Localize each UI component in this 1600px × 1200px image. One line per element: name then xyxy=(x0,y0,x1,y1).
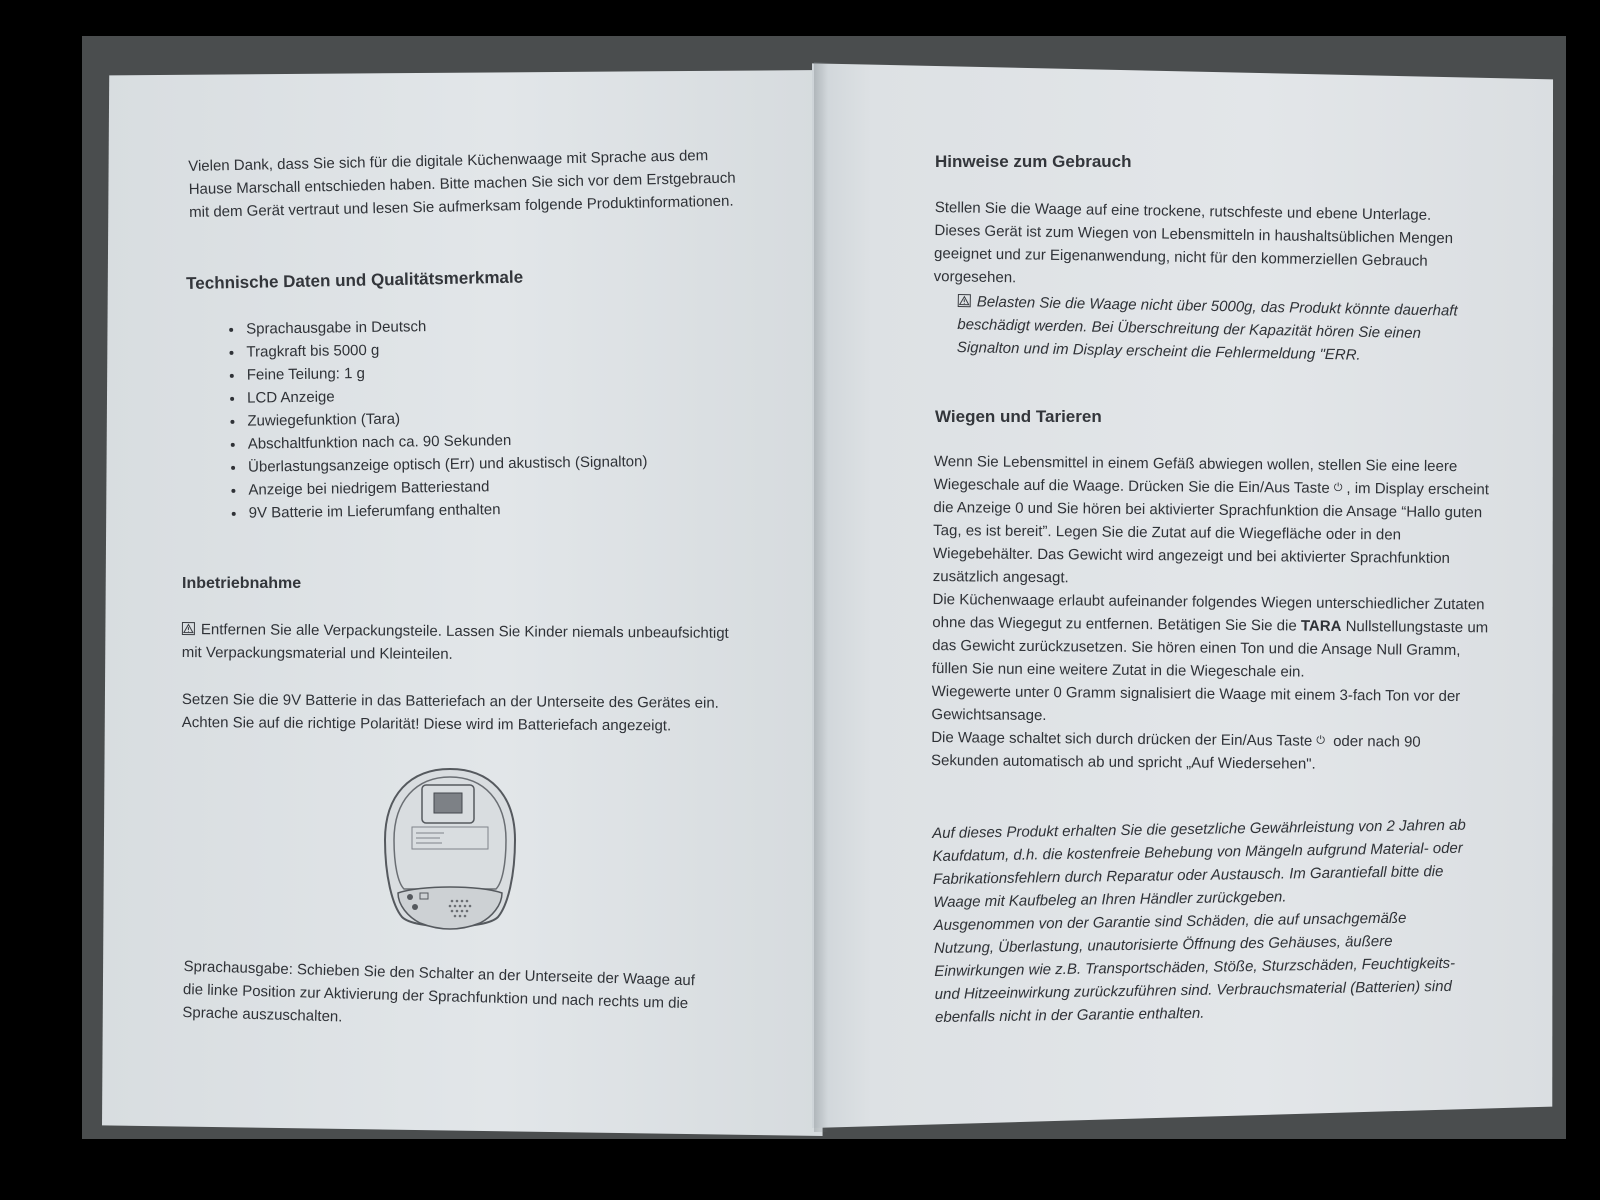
weighing-text-block xyxy=(931,726,1487,777)
weighing-text: Die Waage schaltet sich durch drücken der Ein/Aus Taste xyxy=(931,728,1313,750)
spec-item: • Sprachausgabe in Deutsch xyxy=(244,311,704,340)
spec-item: • Feine Teilung: 1 g xyxy=(245,357,705,386)
scale-bottom-illustration xyxy=(380,765,520,935)
usage-paragraph: Stellen Sie die Waage auf eine trockene, rutschfeste und ebene Unterlage. Dieses Gerät ist zum Wiegen von Lebensmitteln in haushaltsüblichen Mengen geeignet und zur Eigenanwendung, nicht für den kommerziellen Gebrauch vorgesehen. xyxy=(933,198,1454,287)
weighing-text: Die Küchenwaage erlaubt aufeinander folgendes Wiegen unterschiedlicher Zutaten ohne das Wiegegut zu entfernen. Betätigen Sie Sie die xyxy=(932,590,1485,635)
intro-paragraph: Vielen Dank, dass Sie sich für die digitale Küchenwaage mit Sprache aus dem Hause Marschall entschieden haben. Bitte machen Sie sich vor dem Erstgebrauch mit dem Gerät vertraut und lesen Sie aufmerksam folgende Produktinformationen. xyxy=(188,147,736,221)
spec-item: • LCD Anzeige xyxy=(245,380,705,409)
tech-specs-heading: Technische Daten und Qualitätsmerkmale xyxy=(186,267,524,293)
warning-triangle-icon xyxy=(182,622,195,635)
weighing-text: Wenn Sie Lebensmittel in einem Gefäß abwiegen wollen, stellen Sie eine leere Wiegeschale auf die Waage. Drücken Sie die Ein/Aus Taste xyxy=(933,452,1458,497)
spec-list xyxy=(222,311,707,525)
weighing-text: , im Display erscheint die Anzeige 0 und Sie hören bei aktivierter Sprachfunktion die Ansage “Hallo guten Tag, es ist bereit”. Legen Sie die Zutat auf die Wiegefläche oder in den Wiegebehälter. Das Gewicht wird angezeigt und bei aktivierter Sprachfunktion zusätzlich angesagt. xyxy=(932,479,1490,587)
setup-heading: Inbetriebnahme xyxy=(182,575,302,592)
book-spine-shadow xyxy=(814,62,828,1132)
weighing-instructions xyxy=(931,450,1490,777)
usage-warning-text: Belasten Sie die Waage nicht über 5000g, das Produkt könnte dauerhaft beschädigt werden. Bei Überschreitung der Kapazität hören Sie einen Signalton und im Display erscheint die Fehlermeldung "ERR. xyxy=(956,293,1458,364)
weighing-text-block xyxy=(932,588,1489,685)
spec-item: • Überlastungsanzeige optisch (Err) und akustisch (Signalton) xyxy=(246,449,706,478)
weighing-text: Nullstellungstaste um das Gewicht zurückzusetzen. Sie hören einen Ton und die Ansage Null Gramm, füllen Sie nun eine weitere Zutat in die Wiegeschale ein. xyxy=(931,617,1489,681)
weighing-text: Wiegewerte unter 0 Gramm signalisiert die Waage mit einem 3-fach Ton vor der Gewichtsansage. xyxy=(931,682,1461,725)
tara-keyword: TARA xyxy=(1300,617,1342,635)
weighing-text: oder nach 90 Sekunden automatisch ab und spricht „Auf Wiedersehen". xyxy=(930,732,1421,773)
usage-warning xyxy=(957,290,1468,369)
speech-output-paragraph: Sprachausgabe: Schieben Sie den Schalter an der Unterseite der Waage auf die linke Position zur Aktivierung der Sprachfunktion und nach rechts um die Sprache auszuschalten. xyxy=(182,957,696,1026)
warranty-text: Auf dieses Produkt erhalten Sie die gesetzliche Gewährleistung von 2 Jahren ab Kaufdatum, d.h. die kostenfreie Behebung von Mängeln aufgrund Material- oder Fabrikationsfehlern durch Reparatur oder Austausch. Im Garantiefall bitte die Waage mit Kaufbeleg an Ihren Händler zurückgeben. xyxy=(932,816,1466,911)
power-button-icon: ⏻ xyxy=(1333,481,1343,494)
spec-item: • 9V Batterie im Lieferumfang enthalten xyxy=(247,495,707,524)
setup-warning-text: Entfernen Sie alle Verpackungsteile. Lassen Sie Kinder niemals unbeaufsichtigt mit Verpackungsmaterial und Kleinteilen. xyxy=(181,621,729,663)
setup-warning xyxy=(182,618,742,668)
weighing-heading: Wiegen und Tarieren xyxy=(935,407,1102,426)
warranty-exclusions: Ausgenommen von der Garantie sind Schäden, die auf unsachgemäße Nutzung, Überlastung, unautorisierte Öffnung des Gehäuses, äußere Einwirkungen wie z.B. Transportschäden, Stöße, Sturzschäden, Feuchtigkeits- und Hitzeeinwirkung zurückzuführen sind. Verbrauchsmaterial (Batterien) sind ebenfalls nicht in der Garantie enthalten. xyxy=(933,909,1456,1026)
spec-item: • Tragkraft bis 5000 g xyxy=(244,334,704,363)
battery-paragraph: Setzen Sie die 9V Batterie in das Batteriefach an der Unterseite des Gerätes ein. Achten Sie auf die richtige Polarität! Diese wird im Batteriefach angezeigt. xyxy=(181,690,719,735)
spec-item: • Anzeige bei niedrigem Batteriestand xyxy=(246,472,706,501)
power-button-icon: ⏻ xyxy=(1316,734,1326,747)
warning-triangle-icon xyxy=(958,294,971,307)
spec-item: • Abschaltfunktion nach ca. 90 Sekunden xyxy=(246,426,706,455)
warranty-paragraph xyxy=(932,814,1470,1029)
spec-item: • Zuwiegefunktion (Tara) xyxy=(245,403,705,432)
usage-heading: Hinweise zum Gebrauch xyxy=(935,152,1132,171)
